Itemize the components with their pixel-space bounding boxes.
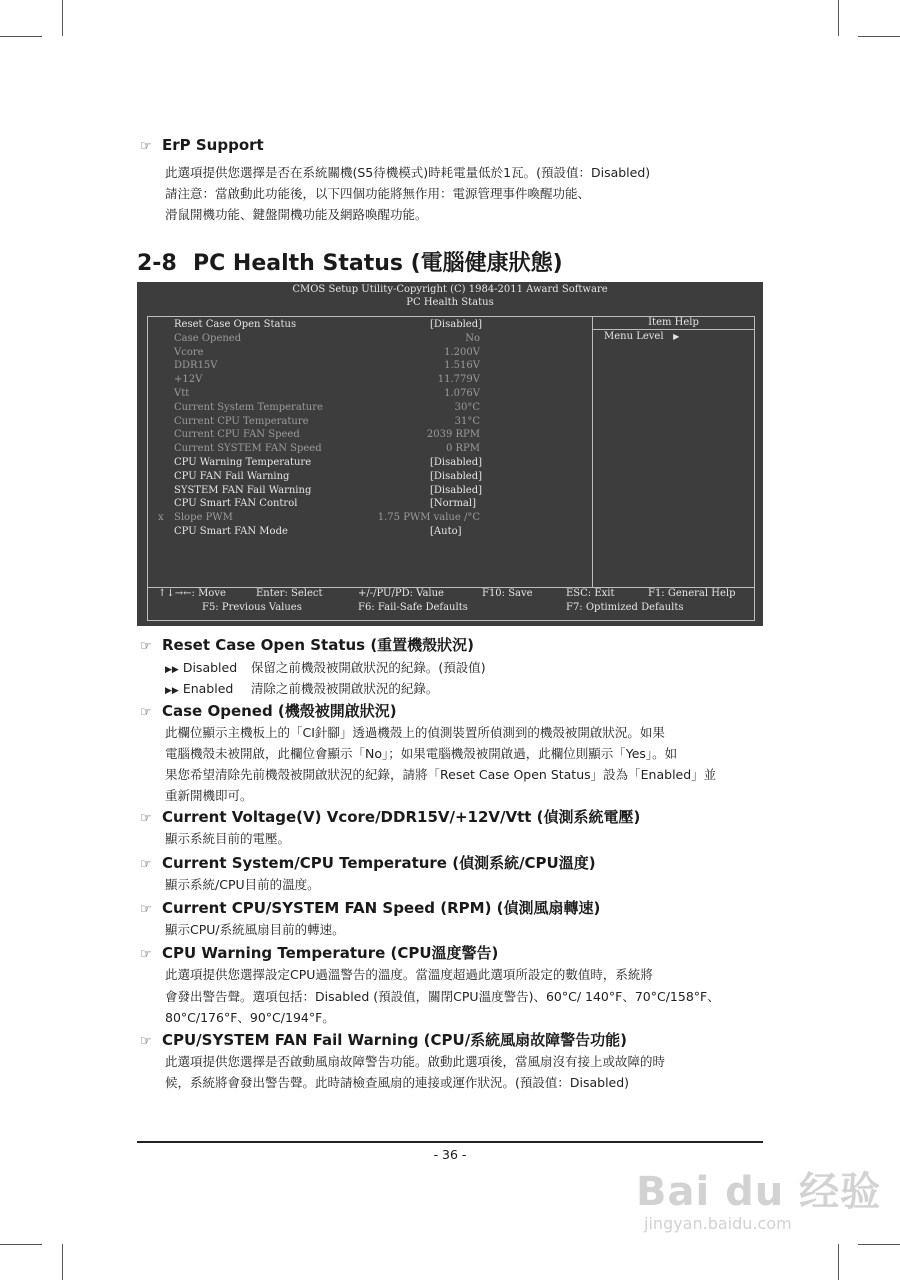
baidu-watermark bbox=[636, 1160, 882, 1233]
setting-value: 1.200V bbox=[444, 346, 480, 358]
fan-fail-heading: ☞ CPU/SYSTEM FAN Fail Warning (CPU/系統風扇故障警告功能) bbox=[140, 1031, 628, 1049]
pointing-hand-icon: ☞ bbox=[140, 857, 152, 872]
temperature-heading: ☞ Current System/CPU Temperature (偵測系統/CPU溫度) bbox=[140, 854, 596, 872]
reset-heading: ☞ Reset Case Open Status (重置機殼狀況) bbox=[140, 636, 475, 654]
setting-value: 0 RPM bbox=[445, 443, 480, 455]
setting-value: [Disabled] bbox=[430, 470, 483, 482]
warning-temp-line: 會發出警告聲。選項包括：Disabled (預設值，關閉CPU溫度警告)、60°C/ 140°F、70°C/158°F、 bbox=[165, 989, 720, 1004]
bios-setting-row[interactable] bbox=[148, 471, 592, 485]
key-save: F10: Save bbox=[482, 588, 533, 599]
case-line: 此欄位顯示主機板上的「CI針腳」透過機殼上的偵測裝置所偵測到的機殼被開啟狀況。如果 bbox=[165, 725, 665, 740]
bios-screenshot bbox=[137, 282, 763, 626]
erp-line: 請注意：當啟動此功能後，以下四個功能將無作用：電源管理事件喚醒功能、 bbox=[165, 186, 591, 201]
fan-fail-line: 此選項提供您選擇是否啟動風扇故障警告功能。啟動此選項後，當風扇沒有接上或故障的時 bbox=[165, 1054, 666, 1069]
setting-value: 1.076V bbox=[444, 388, 480, 399]
menu-level: Menu Level ▶ bbox=[604, 331, 680, 342]
setting-value: 31°C bbox=[454, 415, 480, 427]
voltage-line: 顯示系統目前的電壓。 bbox=[165, 831, 291, 846]
bios-setting-row[interactable] bbox=[148, 319, 592, 333]
key-esc: ESC: Exit bbox=[566, 588, 615, 599]
warning-temp-line: 80°C/176°F、90°C/194°F。 bbox=[165, 1010, 335, 1025]
double-arrow-icon: ▶▶ bbox=[165, 686, 179, 696]
bios-title: CMOS Setup Utility-Copyright (C) 1984-2011 Award Software bbox=[292, 284, 608, 295]
temperature-line: 顯示系統/CPU目前的溫度。 bbox=[165, 877, 320, 892]
fan-speed-line: 顯示CPU/系統風扇目前的轉速。 bbox=[165, 922, 345, 937]
crop-mark bbox=[0, 36, 42, 37]
crop-mark bbox=[858, 1244, 900, 1245]
key-value: +/-/PU/PD: Value bbox=[358, 588, 444, 599]
pointing-hand-icon: ☞ bbox=[140, 705, 152, 720]
section-title: PC Health Status (電腦健康狀態) bbox=[193, 251, 563, 276]
setting-label: CPU FAN Fail Warning bbox=[174, 470, 290, 482]
bios-setting-row bbox=[148, 374, 592, 388]
watermark-brand: Bai du 经验 bbox=[636, 1169, 882, 1215]
crop-mark bbox=[838, 1244, 839, 1280]
setting-label: Slope PWM bbox=[174, 512, 233, 524]
crop-mark bbox=[858, 36, 900, 37]
key-enter: Enter: Select bbox=[256, 588, 323, 599]
setting-label: DDR15V bbox=[174, 360, 218, 372]
section-number: 2-8 bbox=[137, 251, 177, 276]
setting-label: Case Opened bbox=[174, 332, 242, 344]
bios-setting-row[interactable] bbox=[148, 457, 592, 471]
pointing-hand-icon: ☞ bbox=[140, 139, 152, 154]
setting-value: [Disabled] bbox=[430, 457, 483, 468]
setting-value: 30°C bbox=[454, 401, 480, 413]
warning-temp-heading: ☞ CPU Warning Temperature (CPU溫度警告) bbox=[140, 944, 499, 962]
key-optimized: F7: Optimized Defaults bbox=[566, 602, 684, 613]
pointing-hand-icon: ☞ bbox=[140, 902, 152, 917]
bios-setting-row bbox=[148, 416, 592, 430]
fan-fail-line: 候，系統將會發出警告聲。此時請檢查風扇的連接或運作狀況。(預設值：Disabled) bbox=[165, 1075, 630, 1090]
page-number: - 36 - bbox=[433, 1147, 467, 1162]
setting-label: CPU Smart FAN Mode bbox=[174, 526, 288, 537]
setting-label: +12V bbox=[174, 374, 203, 386]
bios-setting-row[interactable] bbox=[148, 526, 592, 540]
erp-line: 滑鼠開機功能、鍵盤開機功能及網路喚醒功能。 bbox=[165, 207, 428, 222]
row-disabled-mark: x bbox=[158, 512, 164, 524]
pointing-hand-icon: ☞ bbox=[140, 1034, 152, 1049]
setting-value: [Disabled] bbox=[430, 319, 483, 330]
crop-mark bbox=[838, 0, 839, 36]
item-help-title: Item Help bbox=[593, 317, 754, 330]
case-heading: ☞ Case Opened (機殼被開啟狀況) bbox=[140, 702, 397, 720]
triangle-right-icon: ▶ bbox=[673, 332, 680, 341]
footer-rule bbox=[137, 1141, 763, 1143]
setting-label: CPU Warning Temperature bbox=[174, 457, 312, 468]
watermark-url: jingyan.baidu.com bbox=[644, 1214, 792, 1233]
voltage-heading: ☞ Current Voltage(V) Vcore/DDR15V/+12V/Vtt (偵測系統電壓) bbox=[140, 808, 641, 826]
setting-label: CPU Smart FAN Control bbox=[174, 498, 298, 510]
crop-mark bbox=[0, 1244, 42, 1245]
erp-line: 此選項提供您選擇是否在系統關機(S5待機模式)時耗電量低於1瓦。(預設值：Disabled) bbox=[165, 165, 651, 180]
setting-label: Reset Case Open Status bbox=[174, 319, 297, 330]
case-line: 重新開機即可。 bbox=[165, 788, 253, 803]
option-line: ▶▶ Disabled 保留之前機殼被開啟狀況的紀錄。(預設值) bbox=[165, 660, 486, 675]
setting-value: [Auto] bbox=[430, 526, 462, 537]
bios-setting-row bbox=[148, 347, 592, 361]
setting-label: Current SYSTEM FAN Speed bbox=[174, 443, 322, 455]
pointing-hand-icon: ☞ bbox=[140, 639, 152, 654]
bios-menu-panel bbox=[147, 316, 755, 588]
setting-label: SYSTEM FAN Fail Warning bbox=[174, 484, 312, 496]
setting-value: [Disabled] bbox=[430, 484, 483, 496]
bios-setting-row bbox=[148, 360, 592, 374]
bios-setting-row bbox=[148, 333, 592, 347]
setting-value: [Normal] bbox=[430, 498, 476, 510]
case-line: 果您希望清除先前機殼被開啟狀況的紀錄，請將「Reset Case Open Status」設為「Enabled」並 bbox=[165, 767, 717, 782]
panel-divider bbox=[592, 317, 593, 587]
warning-temp-line: 此選項提供您選擇設定CPU過溫警告的溫度。當溫度超過此選項所設定的數值時，系統將 bbox=[165, 967, 653, 982]
bios-setting-row bbox=[148, 402, 592, 416]
bios-setting-row bbox=[148, 443, 592, 457]
bios-setting-row bbox=[148, 429, 592, 443]
setting-label: Current CPU FAN Speed bbox=[174, 429, 300, 441]
key-move: ↑↓→←: Move bbox=[158, 588, 226, 599]
option-line: ▶▶ Enabled 清除之前機殼被開啟狀況的紀錄。 bbox=[165, 681, 439, 696]
pointing-hand-icon: ☞ bbox=[140, 811, 152, 826]
setting-label: Vcore bbox=[174, 346, 204, 358]
setting-value: 11.779V bbox=[437, 374, 480, 386]
erp-heading: ☞ ErP Support bbox=[140, 136, 264, 154]
fan-speed-heading: ☞ Current CPU/SYSTEM FAN Speed (RPM) (偵測風扇轉速) bbox=[140, 899, 601, 917]
key-help: F1: General Help bbox=[648, 588, 736, 599]
double-arrow-icon: ▶▶ bbox=[165, 665, 179, 675]
bios-setting-row bbox=[148, 388, 592, 402]
section-heading bbox=[137, 246, 563, 277]
bios-setting-row[interactable] bbox=[148, 485, 592, 499]
setting-value: 2039 RPM bbox=[426, 429, 480, 441]
setting-label: Current System Temperature bbox=[174, 401, 323, 413]
setting-value: 1.75 PWM value /°C bbox=[377, 512, 480, 524]
setting-label: Vtt bbox=[174, 388, 190, 399]
bios-subtitle: PC Health Status bbox=[406, 297, 494, 308]
crop-mark bbox=[62, 1244, 63, 1280]
pointing-hand-icon: ☞ bbox=[140, 947, 152, 962]
setting-value: 1.516V bbox=[444, 360, 480, 372]
crop-mark bbox=[62, 0, 63, 36]
bios-key-legend bbox=[147, 586, 755, 621]
key-failsafe: F6: Fail-Safe Defaults bbox=[358, 602, 468, 613]
setting-label: Current CPU Temperature bbox=[174, 415, 309, 427]
setting-value: No bbox=[465, 332, 480, 344]
key-previous: F5: Previous Values bbox=[202, 602, 302, 613]
bios-setting-row bbox=[148, 512, 592, 526]
case-line: 電腦機殼未被開啟，此欄位會顯示「No」；如果電腦機殼被開啟過，此欄位則顯示「Yes」。如 bbox=[165, 746, 678, 761]
bios-setting-row[interactable] bbox=[148, 498, 592, 512]
